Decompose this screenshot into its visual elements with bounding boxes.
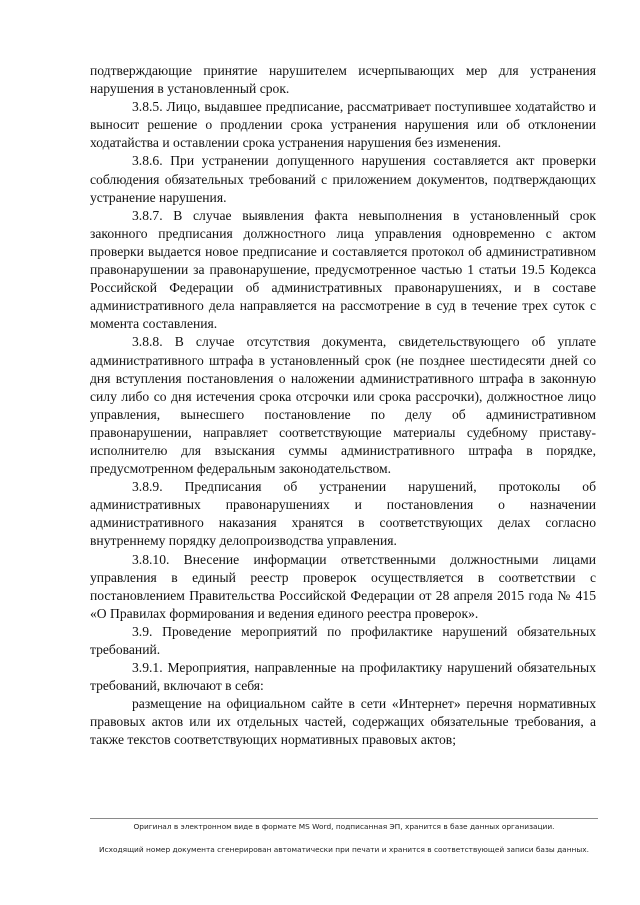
- document-body: [90, 62, 596, 750]
- footer-note-number: Исходящий номер документа сгенерирован автоматически при печати и хранится в соответствующей записи базы данных.: [99, 845, 589, 854]
- paragraph-continuation: подтверждающие принятие нарушителем исчерпывающих мер для устранения нарушения в установленный срок.: [90, 63, 596, 97]
- paragraph-3-8-10: 3.8.10. Внесение информации ответственными должностными лицами управления в единый реестр проверок осуществляется в соответствии с постановлением Правительства Российской Федерации от 28 апреля 2015 года № 415 «О Правилах формирования и ведения единого реестра проверок».: [90, 551, 596, 621]
- paragraph-3-8-6: 3.8.6. При устранении допущенного нарушения составляется акт проверки соблюдения обязательных требований с приложением документов, подтверждающих устранение нарушения.: [90, 153, 596, 205]
- paragraph-3-9: 3.9. Проведение мероприятий по профилактике нарушений обязательных требований.: [90, 623, 596, 657]
- paragraph-list-item: размещение на официальном сайте в сети «Интернет» перечня нормативных правовых актов или их отдельных частей, содержащих обязательные требования, а также текстов соответствующих нормативных правовых актов;: [90, 696, 596, 748]
- paragraph-3-8-7: 3.8.7. В случае выявления факта невыполнения в установленный срок законного предписания должностного лица управления одновременно с актом проверки выдается новое предписание и составляется протокол об административном правонарушении за правонарушение, предусмотренное частью 1 статьи 19.5 Кодекса Российской Федерации об административных правонарушениях, и в составе административного дела направляется на рассмотрение в суд в течение трех суток с момента составления.: [90, 207, 596, 332]
- footer-divider: [90, 818, 598, 819]
- paragraph-3-8-8: 3.8.8. В случае отсутствия документа, свидетельствующего об уплате административного штрафа в установленный срок (не позднее шестидесяти дней со дня вступления постановления о наложении административного штрафа в законную силу либо со дня истечения срока отсрочки или срока рассрочки), должностное лицо управления, вынесшего постановление по делу об административном правонарушении, направляет соответствующие материалы судебному приставу-исполнителю для взыскания суммы административного штрафа в порядке, предусмотренном федеральным законодательством.: [90, 334, 596, 477]
- paragraph-3-9-1: 3.9.1. Мероприятия, направленные на профилактику нарушений обязательных требований, включают в себя:: [90, 660, 596, 694]
- paragraph-3-8-9: 3.8.9. Предписания об устранении нарушений, протоколы об административных правонарушениях и постановления о назначении административного наказания хранятся в соответствующих делах согласно внутреннему порядку делопроизводства управления.: [90, 479, 596, 549]
- footer-note-original: Оригинал в электронном виде в формате MS Word, подписанная ЭП, хранится в базе данных организации.: [133, 822, 555, 831]
- paragraph-3-8-5: 3.8.5. Лицо, выдавшее предписание, рассматривает поступившее ходатайство и выносит решение о продлении срока устранения нарушения или об отклонении ходатайства и оставлении срока устранения нарушения без изменения.: [90, 99, 596, 151]
